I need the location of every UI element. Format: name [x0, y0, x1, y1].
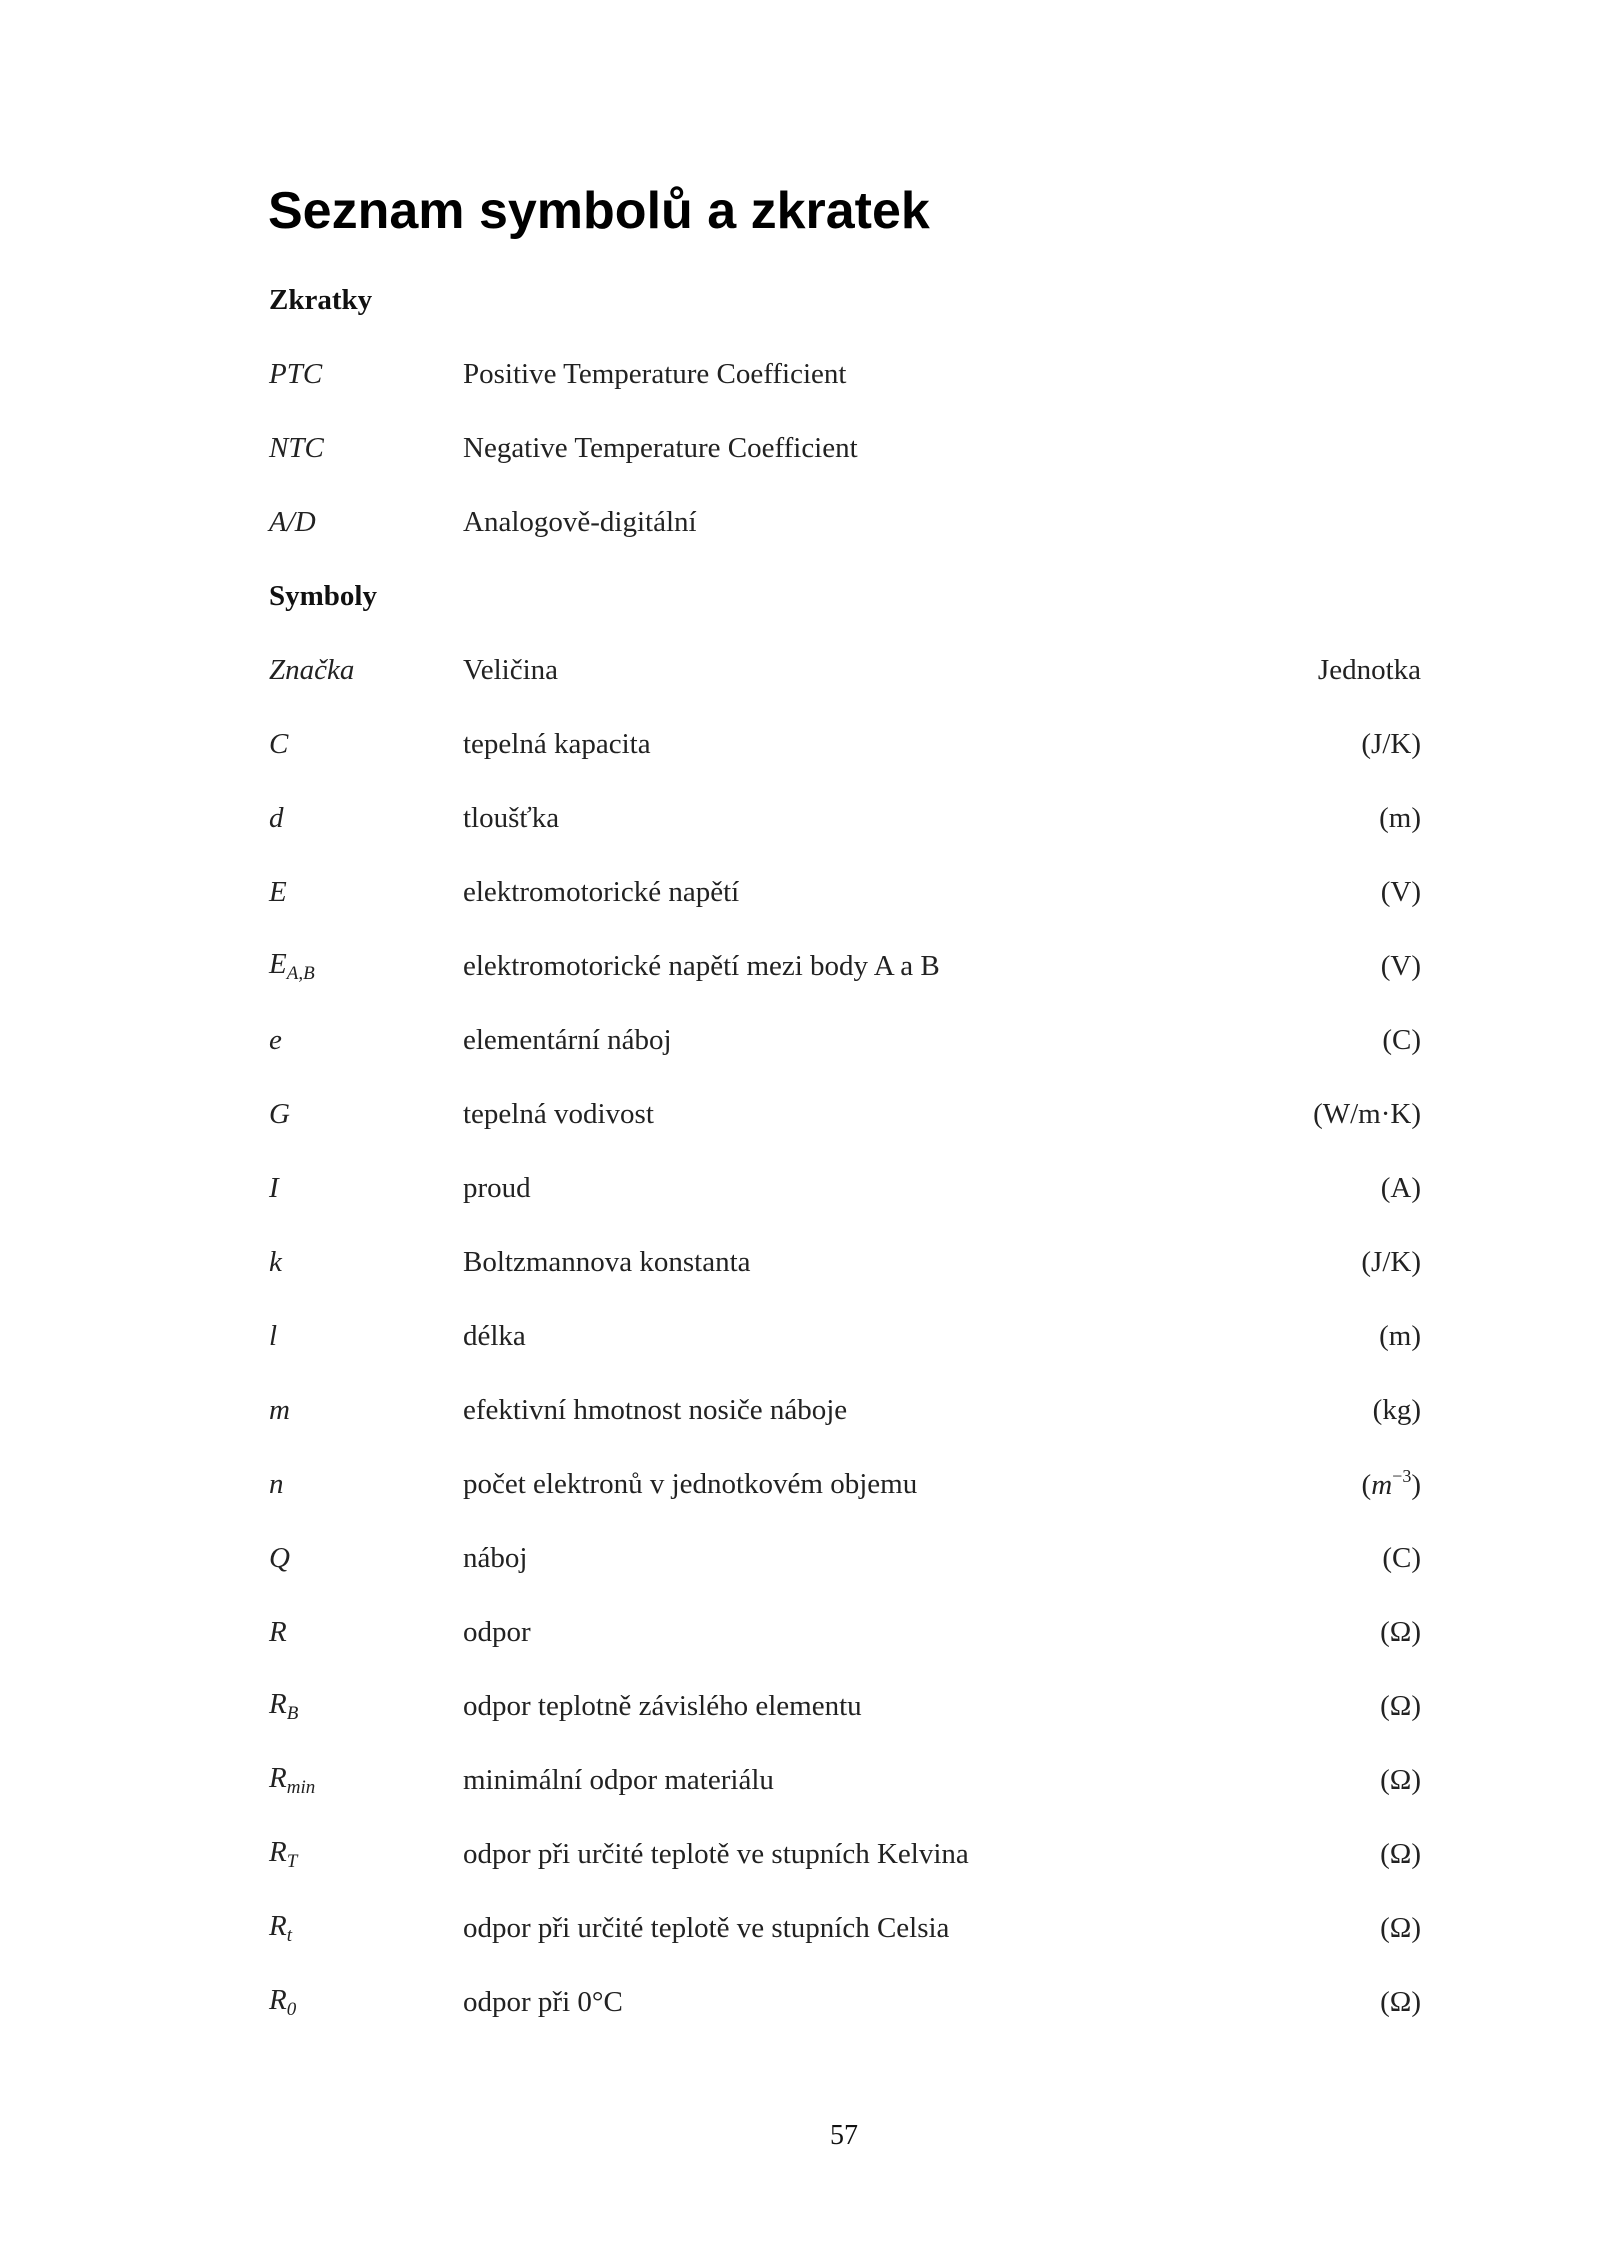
page-number: 57: [830, 2120, 858, 2151]
symbol-subscript: min: [286, 1776, 316, 1798]
symbol-base: m: [269, 1393, 290, 1426]
symbol-base: I: [269, 1171, 279, 1204]
symbol-row: [269, 1373, 1421, 1447]
header-symbol: Značka: [269, 653, 355, 686]
unit-text: (Ω): [1380, 1911, 1421, 1944]
unit-end: ): [1411, 1469, 1421, 1501]
abbreviation-row: [269, 337, 1421, 411]
abbreviations-list: [269, 337, 1421, 559]
symbol-base: e: [269, 1023, 282, 1056]
unit-text: (C): [1382, 1023, 1421, 1056]
symbol-unit: [1380, 1764, 1421, 1797]
unit-text: (J/K): [1361, 727, 1421, 760]
symbol-base: C: [269, 727, 289, 760]
symbol-unit: [1313, 1098, 1421, 1131]
symbol-unit: [1381, 950, 1421, 983]
symbol: [269, 1616, 463, 1649]
symbol-unit: [1380, 1838, 1421, 1871]
symbol-quantity: odpor při určité teplotě ve stupních Kelvina: [463, 1837, 969, 1870]
symbol: [269, 1172, 463, 1205]
unit-text: (Ω): [1380, 1763, 1421, 1796]
symbol-quantity: délka: [463, 1319, 526, 1352]
abbreviation-symbol: PTC: [269, 357, 323, 390]
unit-text: (V): [1380, 949, 1421, 982]
symbol-base: d: [269, 801, 284, 834]
symbol-unit: [1361, 728, 1421, 761]
symbol-base: R: [269, 1615, 287, 1648]
unit-text: (W/m·K): [1313, 1097, 1421, 1130]
unit-text: (m): [1379, 1319, 1421, 1352]
abbreviation-meaning: Positive Temperature Coefficient: [463, 357, 847, 390]
symbol-unit: [1380, 1616, 1421, 1649]
symbol-list: [269, 263, 1421, 2039]
symbol: [269, 1320, 463, 1353]
symbol: [269, 1910, 463, 1947]
symbol-unit: [1382, 1024, 1421, 1057]
symbol-row: [269, 1003, 1421, 1077]
symbol-quantity: Boltzmannova konstanta: [463, 1245, 751, 1278]
unit-text: (: [1361, 1469, 1372, 1501]
symbol-row: [269, 1595, 1421, 1669]
symbol-row: [269, 1521, 1421, 1595]
symbol-base: E: [269, 947, 287, 980]
abbreviation-meaning: Negative Temperature Coefficient: [463, 431, 858, 464]
symbol: [269, 1246, 463, 1279]
symbol-unit: [1381, 876, 1421, 909]
symbol: [269, 1688, 463, 1725]
symbol: [269, 1394, 463, 1427]
symbol-quantity: tepelná vodivost: [463, 1097, 654, 1130]
unit-exponent: −3: [1392, 1466, 1412, 1486]
unit-text: (m): [1379, 801, 1421, 834]
symbol-row: [269, 1669, 1421, 1743]
symbol-base: R: [269, 1687, 287, 1720]
symbol-unit: [1362, 1466, 1421, 1502]
symbol-row: [269, 707, 1421, 781]
symbol-quantity: odpor při určité teplotě ve stupních Celsia: [463, 1911, 950, 1944]
symbol-row: [269, 781, 1421, 855]
symbol: [269, 876, 463, 909]
symbol: [269, 1024, 463, 1057]
symbol: [269, 948, 463, 985]
symbol: [269, 1984, 463, 2021]
symbol-unit: [1382, 1542, 1421, 1575]
symbol: [269, 1836, 463, 1873]
symbol-unit: [1373, 1394, 1421, 1427]
symbol-quantity: počet elektronů v jednotkovém objemu: [463, 1467, 918, 1500]
symbol-unit: [1380, 1690, 1421, 1723]
symbol-quantity: proud: [463, 1171, 531, 1204]
symbol-row: [269, 1225, 1421, 1299]
symbol-quantity: efektivní hmotnost nosiče náboje: [463, 1393, 848, 1426]
symbol-unit: [1361, 1246, 1421, 1279]
symbol-quantity: odpor: [463, 1615, 531, 1648]
symbols-heading: Symboly: [269, 579, 377, 612]
header-quantity: Veličina: [463, 653, 559, 686]
symbol-unit: [1381, 1172, 1421, 1205]
symbol-quantity: odpor teplotně závislého elementu: [463, 1689, 862, 1722]
unit-text: (Ω): [1380, 1985, 1421, 2018]
symbol-base: n: [269, 1467, 284, 1500]
abbreviations-heading: Zkratky: [269, 283, 373, 316]
symbols-header-row: [269, 633, 1421, 707]
symbol-row: [269, 929, 1421, 1003]
symbol-quantity: elektromotorické napětí mezi body A a B: [463, 949, 940, 982]
abbreviation-row: [269, 411, 1421, 485]
abbreviation-symbol: NTC: [269, 431, 324, 464]
unit-variable: m: [1371, 1469, 1393, 1501]
symbol-quantity: elektromotorické napětí: [463, 875, 740, 908]
symbol-base: R: [269, 1835, 287, 1868]
symbol-base: R: [269, 1761, 287, 1794]
symbol-base: Q: [269, 1541, 290, 1574]
symbol-row: [269, 1817, 1421, 1891]
symbol-base: G: [269, 1097, 290, 1130]
unit-text: (Ω): [1380, 1689, 1421, 1722]
symbol-row: [269, 1447, 1421, 1521]
header-unit: Jednotka: [1317, 653, 1421, 686]
symbol-unit: [1380, 1986, 1421, 2019]
symbol-quantity: odpor při 0°C: [463, 1985, 623, 2018]
symbol-unit: [1379, 1320, 1421, 1353]
symbol-row: [269, 1965, 1421, 2039]
symbol-base: l: [269, 1319, 278, 1352]
symbols-list: [269, 707, 1421, 2039]
unit-text: (Ω): [1380, 1837, 1421, 1870]
symbol-quantity: tloušťka: [463, 801, 560, 834]
symbol-quantity: náboj: [463, 1541, 528, 1574]
unit-text: (J/K): [1361, 1245, 1421, 1278]
symbol-row: [269, 1299, 1421, 1373]
symbol-quantity: tepelná kapacita: [463, 727, 651, 760]
symbol-base: k: [269, 1245, 282, 1278]
symbol-quantity: elementární náboj: [463, 1023, 672, 1056]
symbol-unit: [1380, 1912, 1421, 1945]
symbol-base: E: [269, 875, 287, 908]
unit-text: (kg): [1372, 1393, 1421, 1426]
symbol: [269, 1468, 463, 1501]
unit-text: (V): [1380, 875, 1421, 908]
symbol-subscript: B: [286, 1702, 299, 1724]
symbol-row: [269, 1077, 1421, 1151]
unit-text: (C): [1382, 1541, 1421, 1574]
symbol-subscript: 0: [286, 1998, 297, 2020]
abbreviation-symbol: A/D: [269, 505, 316, 538]
symbol-subscript: A,B: [286, 962, 315, 984]
symbol-row: [269, 1151, 1421, 1225]
unit-text: (A): [1380, 1171, 1421, 1204]
unit-text: (Ω): [1380, 1615, 1421, 1648]
symbol: [269, 1762, 463, 1799]
symbol-row: [269, 1891, 1421, 1965]
abbreviation-meaning: Analogově-digitální: [463, 505, 697, 538]
symbol-unit: [1379, 802, 1421, 835]
symbol: [269, 802, 463, 835]
symbol-quantity: minimální odpor materiálu: [463, 1763, 774, 1796]
symbol-base: R: [269, 1909, 287, 1942]
symbol: [269, 1542, 463, 1575]
symbol-row: [269, 855, 1421, 929]
symbol-row: [269, 1743, 1421, 1817]
abbreviation-row: [269, 485, 1421, 559]
symbol-base: R: [269, 1983, 287, 2016]
symbol-subscript: t: [286, 1924, 292, 1946]
symbol: [269, 728, 463, 761]
symbol: [269, 1098, 463, 1131]
symbol-subscript: T: [286, 1850, 298, 1872]
page-title: Seznam symbolů a zkratek: [268, 182, 930, 240]
